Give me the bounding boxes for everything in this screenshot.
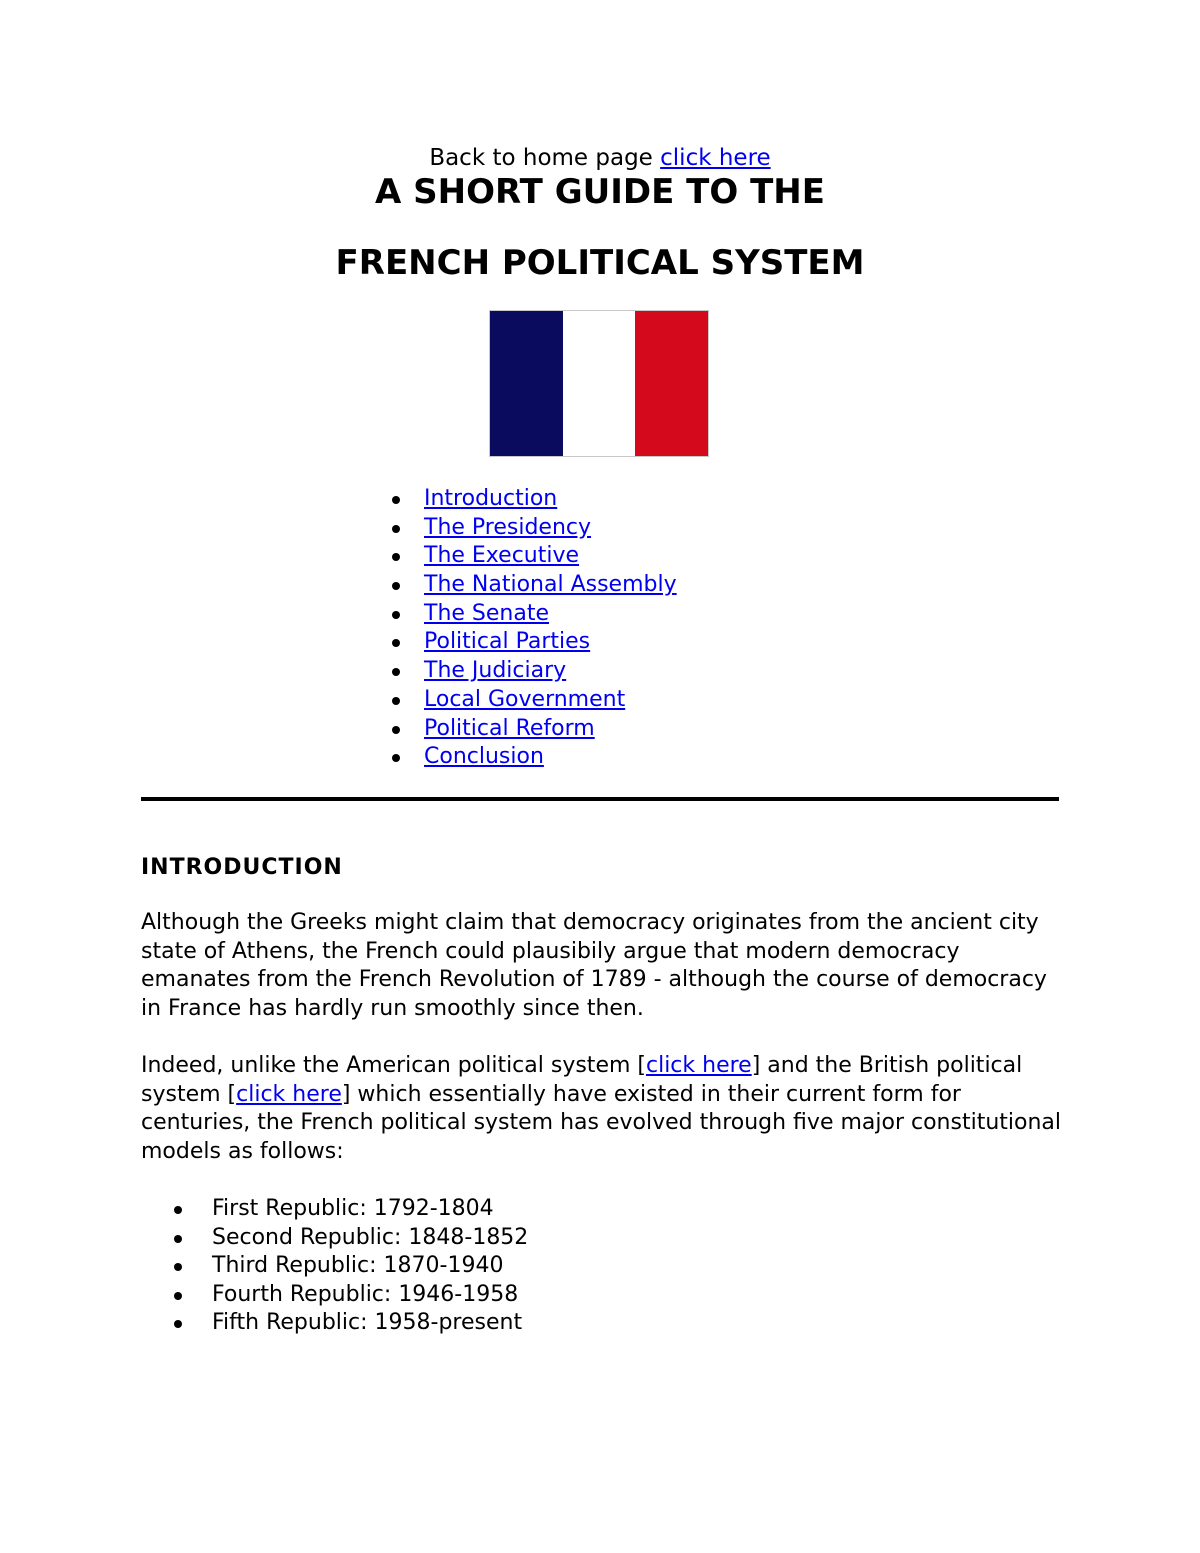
paragraph-text: ] and the British political system [ — [141, 1053, 1023, 1107]
list-item — [141, 1281, 528, 1310]
toc-item — [382, 571, 677, 600]
page-title-line-1: A SHORT GUIDE TO THE — [375, 172, 825, 212]
table-of-contents — [382, 485, 677, 772]
bullet-icon — [392, 639, 400, 647]
paragraph-text: ] which essentially have existed in their current form for centuries, the French political system has evolved through five major constitutional models as follows: — [141, 1081, 1061, 1164]
introduction-paragraph-2 — [141, 1052, 1071, 1166]
british-system-link[interactable]: click here — [236, 1081, 342, 1107]
list-item — [141, 1309, 528, 1338]
toc-link-senate[interactable]: The Senate — [424, 600, 549, 626]
bullet-icon — [174, 1320, 182, 1328]
toc-link-introduction[interactable]: Introduction — [424, 486, 558, 511]
french-flag-image — [489, 310, 709, 457]
toc-item — [382, 657, 677, 686]
bullet-icon — [392, 726, 400, 734]
bullet-icon — [392, 582, 400, 590]
bullet-icon — [174, 1263, 182, 1271]
toc-link-national-assembly[interactable]: The National Assembly — [424, 572, 677, 598]
toc-item — [382, 542, 677, 571]
bullet-icon — [174, 1235, 182, 1243]
toc-item — [382, 514, 677, 543]
bullet-icon — [392, 754, 400, 762]
toc-link-judiciary[interactable]: The Judiciary — [424, 658, 567, 684]
toc-item — [382, 600, 677, 629]
list-item-text: Second Republic: 1848-1852 — [212, 1224, 529, 1250]
list-item — [141, 1195, 528, 1224]
constitutional-models-list — [141, 1195, 528, 1338]
toc-link-local-government[interactable]: Local Government — [424, 686, 626, 712]
toc-link-presidency[interactable]: The Presidency — [424, 514, 592, 540]
toc-item — [382, 686, 677, 715]
bullet-icon — [392, 525, 400, 533]
flag-blue-stripe — [490, 311, 563, 456]
home-page-link[interactable]: click here — [660, 145, 771, 171]
toc-link-executive[interactable]: The Executive — [424, 543, 580, 569]
toc-item — [382, 715, 677, 744]
list-item-text: Fifth Republic: 1958-present — [212, 1310, 523, 1336]
toc-link-political-parties[interactable]: Political Parties — [424, 629, 591, 655]
back-to-home-text: Back to home page — [429, 145, 661, 171]
list-item-text: First Republic: 1792-1804 — [212, 1196, 494, 1221]
paragraph-text: Indeed, unlike the American political system [ — [141, 1053, 646, 1078]
flag-red-stripe — [635, 311, 708, 456]
introduction-heading: INTRODUCTION — [141, 855, 343, 880]
bullet-icon — [174, 1206, 182, 1214]
bullet-icon — [392, 611, 400, 619]
toc-item — [382, 628, 677, 657]
bullet-icon — [392, 553, 400, 561]
introduction-paragraph-1: Although the Greeks might claim that democracy originates from the ancient city state of Athens, the French could plausibily argue that modern democracy emanates from the French Revolution of 1789 - although the course of democracy in France has hardly run smoothly since then. — [141, 910, 1047, 1021]
horizontal-divider — [141, 797, 1059, 801]
toc-link-conclusion[interactable]: Conclusion — [424, 744, 544, 770]
page-title-line-2: FRENCH POLITICAL SYSTEM — [335, 243, 865, 283]
list-item-text: Fourth Republic: 1946-1958 — [212, 1281, 519, 1307]
bullet-icon — [174, 1292, 182, 1300]
toc-link-political-reform[interactable]: Political Reform — [424, 715, 595, 741]
bullet-icon — [392, 668, 400, 676]
toc-item — [382, 743, 677, 772]
bullet-icon — [392, 496, 400, 504]
american-system-link[interactable]: click here — [645, 1053, 752, 1078]
back-to-home-line — [0, 144, 1200, 172]
list-item — [141, 1224, 528, 1253]
flag-white-stripe — [563, 311, 636, 456]
list-item — [141, 1252, 528, 1281]
toc-item — [382, 485, 677, 514]
bullet-icon — [392, 697, 400, 705]
list-item-text: Third Republic: 1870-1940 — [212, 1253, 504, 1279]
